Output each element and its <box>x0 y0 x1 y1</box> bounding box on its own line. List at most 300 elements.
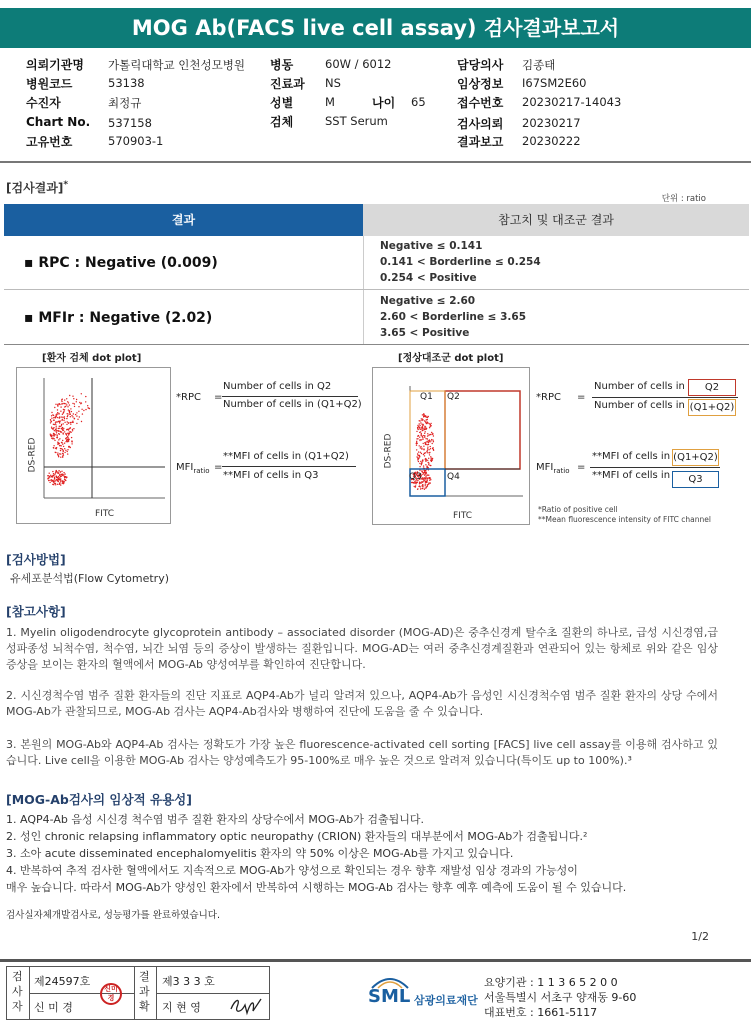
scatter-dot <box>64 452 65 453</box>
scatter-dot <box>422 436 423 437</box>
scatter-dot <box>81 402 82 403</box>
scatter-dot <box>70 413 71 414</box>
scatter-dot <box>425 487 426 488</box>
institution-value: 가톨릭대학교 인천성모병원 <box>108 58 245 72</box>
scatter-dot <box>58 439 59 440</box>
scatter-dot <box>425 438 426 439</box>
scatter-dot <box>69 404 70 405</box>
scatter-dot <box>74 418 75 419</box>
scatter-dot <box>64 431 65 432</box>
scatter-dot <box>63 420 64 421</box>
scatter-dot <box>59 483 60 484</box>
right-mfi-sub: ratio <box>553 467 570 475</box>
tester-seal: 신미경 <box>100 983 122 1005</box>
scatter-dot <box>70 416 71 417</box>
scatter-dot <box>63 423 64 424</box>
specimen-value: SST Serum <box>325 114 388 128</box>
scatter-dot <box>425 429 426 430</box>
scatter-dot <box>78 406 79 407</box>
scatter-dot <box>417 427 418 428</box>
scatter-dot <box>420 486 421 487</box>
scatter-dot <box>65 403 66 404</box>
scatter-dot <box>52 414 53 415</box>
scatter-dot <box>62 417 63 418</box>
scatter-dot <box>62 453 63 454</box>
scatter-dot <box>422 484 423 485</box>
scatter-dot <box>58 479 59 480</box>
scatter-dot <box>422 488 423 489</box>
scatter-dot <box>430 424 431 425</box>
scatter-dot <box>59 422 60 423</box>
scatter-dot <box>76 423 77 424</box>
scatter-dot <box>422 460 423 461</box>
scatter-dot <box>57 454 58 455</box>
right-mfi-numerator: **MFI of cells in <box>592 451 671 462</box>
scatter-dot <box>61 424 62 425</box>
scatter-dot <box>423 465 424 466</box>
clinical-heading: [MOG-Ab검사의 임상적 유용성] <box>6 792 192 807</box>
scatter-dot <box>48 480 49 481</box>
scatter-dot <box>416 442 417 443</box>
scatter-dot <box>65 438 66 439</box>
scatter-dot <box>419 432 420 433</box>
scatter-dot <box>430 426 431 427</box>
scatter-dot <box>416 431 417 432</box>
scatter-dot <box>424 435 425 436</box>
scatter-dot <box>428 475 429 476</box>
scatter-dot <box>422 439 423 440</box>
scatter-dot <box>63 474 64 475</box>
scatter-dot <box>418 429 419 430</box>
scatter-dot <box>419 463 420 464</box>
scatter-dot <box>425 444 426 445</box>
scatter-dot <box>57 417 58 418</box>
scatter-dot <box>72 429 73 430</box>
footnote-mfi: **Mean fluorescence intensity of FITC channel <box>538 515 711 524</box>
scatter-dot <box>63 450 64 451</box>
scatter-dot <box>67 421 68 422</box>
scatter-dot <box>427 478 428 479</box>
scatter-dot <box>433 441 434 442</box>
scatter-dot <box>51 480 52 481</box>
tester-label: 검 사 자 <box>12 970 23 1013</box>
scatter-dot <box>60 457 61 458</box>
scatter-dot <box>59 403 60 404</box>
scatter-dot <box>67 406 68 407</box>
scatter-dot <box>69 395 70 396</box>
scatter-dot <box>71 411 72 412</box>
scatter-dot <box>76 401 77 402</box>
scatter-dot <box>417 438 418 439</box>
scatter-dot <box>425 485 426 486</box>
scatter-dot <box>55 404 56 405</box>
scatter-dot <box>419 445 420 446</box>
reference-column-header: 참고치 및 대조군 결과 <box>363 204 749 236</box>
scatter-dot <box>432 440 433 441</box>
scatter-dot <box>57 452 58 453</box>
scatter-dot <box>427 421 428 422</box>
scatter-dot <box>66 418 67 419</box>
scatter-dot <box>64 418 65 419</box>
scatter-dot <box>420 446 421 447</box>
report-value: 20230222 <box>522 134 581 148</box>
scatter-dot <box>424 453 425 454</box>
scatter-dot <box>432 443 433 444</box>
clinical-item-2: 2. 성인 chronic relapsing inflammatory optic neuropathy (CRION) 환자들의 대부분에서 MOG-Ab가 검출됩니다.² <box>6 830 588 843</box>
scatter-dot <box>54 440 55 441</box>
scatter-dot <box>71 415 72 416</box>
scatter-dot <box>62 432 63 433</box>
scatter-dot <box>51 428 52 429</box>
scatter-dot <box>425 484 426 485</box>
scatter-dot <box>62 440 63 441</box>
scatter-dot <box>420 422 421 423</box>
right-mfi-label-text: MFI <box>536 462 554 473</box>
scatter-dot <box>63 412 64 413</box>
scatter-dot <box>67 401 68 402</box>
scatter-dot <box>60 474 61 475</box>
signature-block <box>6 966 270 1020</box>
scatter-dot <box>417 455 418 456</box>
scatter-dot <box>61 480 62 481</box>
scatter-dot <box>426 451 427 452</box>
scatter-dot <box>64 406 65 407</box>
scatter-dot <box>51 418 52 419</box>
scatter-dot <box>419 428 420 429</box>
scatter-dot <box>70 408 71 409</box>
scatter-dot <box>421 427 422 428</box>
scatter-dot <box>64 448 65 449</box>
scatter-dot <box>59 443 60 444</box>
scatter-dot <box>425 464 426 465</box>
scatter-dot <box>62 457 63 458</box>
scatter-dot <box>429 454 430 455</box>
left-rpc-fraction-bar <box>222 396 358 397</box>
scatter-dot <box>65 433 66 434</box>
q1-label: Q1 <box>420 392 433 402</box>
scatter-dot <box>85 396 86 397</box>
org-code: 요양기관 : 1 1 3 6 5 2 0 0 <box>484 976 618 989</box>
rpc-ref-borderline: 0.141 < Borderline ≤ 0.254 <box>380 256 541 268</box>
rpc-ref-negative: Negative ≤ 0.141 <box>380 240 483 252</box>
title-suffix: 검사결과보고서 <box>483 16 620 40</box>
scatter-dot <box>54 407 55 408</box>
right-mfi-fraction-bar <box>590 467 720 468</box>
right-rpc-numerator: Number of cells in <box>594 381 685 392</box>
confirmer-signature <box>227 995 265 1017</box>
scatter-dot <box>60 445 61 446</box>
scatter-dot <box>419 437 420 438</box>
scatter-dot <box>56 476 57 477</box>
left-mfi-numerator: **MFI of cells in (Q1+Q2) <box>223 451 349 462</box>
receipt-value: 20230217-14043 <box>522 95 622 109</box>
scatter-dot <box>421 418 422 419</box>
scatter-dot <box>56 427 57 428</box>
chart-value: 537158 <box>108 116 152 130</box>
scatter-dot <box>72 396 73 397</box>
scatter-dot <box>428 423 429 424</box>
scatter-dot <box>53 433 54 434</box>
notes-heading: [참고사항] <box>6 604 66 619</box>
scatter-dot <box>64 422 65 423</box>
scatter-dot <box>420 452 421 453</box>
scatter-dot <box>428 458 429 459</box>
scatter-dot <box>87 405 88 406</box>
ward-value: 60W / 6012 <box>325 57 392 71</box>
org-address: 서울특별시 서초구 양재동 9-60 <box>484 991 637 1004</box>
scatter-dot <box>63 409 64 410</box>
scatter-dot <box>421 482 422 483</box>
scatter-dot <box>55 472 56 473</box>
scatter-dot <box>68 446 69 447</box>
scatter-dot <box>424 455 425 456</box>
tester-license: 제24597호 <box>34 975 91 988</box>
page-number: 1/2 <box>691 930 709 943</box>
scatter-dot <box>416 445 417 446</box>
scatter-dot <box>433 435 434 436</box>
scatter-dot <box>53 424 54 425</box>
scatter-dot <box>421 485 422 486</box>
patient-scatter <box>47 393 90 486</box>
sex-value: M <box>325 95 335 109</box>
patient-x-axis-label: FITC <box>95 509 115 519</box>
right-rpc-fraction-bar <box>592 397 738 398</box>
tester-name: 신 미 경 <box>34 1001 73 1014</box>
scatter-dot <box>70 431 71 432</box>
scatter-dot <box>419 466 420 467</box>
scatter-dot <box>422 427 423 428</box>
scatter-dot <box>59 477 60 478</box>
scatter-dot <box>73 428 74 429</box>
report-title <box>0 8 751 48</box>
scatter-dot <box>419 483 420 484</box>
scatter-dot <box>61 399 62 400</box>
scatter-dot <box>424 437 425 438</box>
scatter-dot <box>53 420 54 421</box>
scatter-dot <box>71 440 72 441</box>
left-mfi-fraction-bar <box>222 466 356 467</box>
column-divider <box>363 236 364 344</box>
scatter-dot <box>68 434 69 435</box>
scatter-dot <box>432 458 433 459</box>
ward-label: 병동 <box>270 58 294 72</box>
validation-footnote: 검사실자체개발검사로, 성능평가를 완료하였습니다. <box>6 910 220 921</box>
scatter-dot <box>430 446 431 447</box>
scatter-dot <box>54 478 55 479</box>
scatter-dot <box>431 432 432 433</box>
scatter-dot <box>57 484 58 485</box>
scatter-dot <box>430 423 431 424</box>
scatter-dot <box>427 450 428 451</box>
right-mfi-eq: = <box>577 462 586 473</box>
scatter-dot <box>56 434 57 435</box>
scatter-dot <box>417 436 418 437</box>
scatter-dot <box>416 456 417 457</box>
scatter-dot <box>63 454 64 455</box>
scatter-dot <box>61 471 62 472</box>
scatter-dot <box>424 433 425 434</box>
scatter-dot <box>422 414 423 415</box>
scatter-dot <box>416 449 417 450</box>
scatter-dot <box>61 416 62 417</box>
scatter-dot <box>426 486 427 487</box>
mfir-reference <box>380 293 526 341</box>
right-rpc-q1q2-box: (Q1+Q2) <box>688 399 736 416</box>
scatter-dot <box>421 453 422 454</box>
scatter-dot <box>426 477 427 478</box>
scatter-dot <box>425 452 426 453</box>
scatter-dot <box>423 472 424 473</box>
row-divider <box>4 289 749 290</box>
scatter-dot <box>54 430 55 431</box>
scatter-dot <box>429 480 430 481</box>
scatter-dot <box>424 426 425 427</box>
scatter-dot <box>68 439 69 440</box>
scatter-dot <box>50 419 51 420</box>
scatter-dot <box>429 452 430 453</box>
scatter-dot <box>419 456 420 457</box>
request-label: 검사의뢰 <box>457 117 504 131</box>
scatter-dot <box>415 485 416 486</box>
right-rpc-q2-box: Q2 <box>688 379 736 396</box>
scatter-dot <box>51 436 52 437</box>
scatter-dot <box>60 411 61 412</box>
scatter-dot <box>62 482 63 483</box>
patient-y-axis-label: DS-RED <box>27 437 38 473</box>
scatter-dot <box>65 441 66 442</box>
right-rpc-denominator: Number of cells in <box>594 400 685 411</box>
institution-label: 의뢰기관명 <box>26 58 84 72</box>
scatter-dot <box>63 446 64 447</box>
scatter-dot <box>419 420 420 421</box>
scatter-dot <box>57 404 58 405</box>
scatter-dot <box>427 435 428 436</box>
scatter-dot <box>419 425 420 426</box>
scatter-dot <box>61 401 62 402</box>
scatter-dot <box>53 473 54 474</box>
scatter-dot <box>55 429 56 430</box>
scatter-dot <box>67 413 68 414</box>
scatter-dot <box>427 467 428 468</box>
scatter-dot <box>420 461 421 462</box>
scatter-dot <box>417 459 418 460</box>
scatter-dot <box>419 440 420 441</box>
mfir-ref-positive: 3.65 < Positive <box>380 327 470 339</box>
scatter-dot <box>59 445 60 446</box>
scatter-dot <box>427 444 428 445</box>
scatter-dot <box>427 484 428 485</box>
scatter-dot <box>425 481 426 482</box>
scatter-dot <box>423 478 424 479</box>
scatter-dot <box>85 409 86 410</box>
scatter-dot <box>72 416 73 417</box>
q3-label: Q3 <box>409 472 422 482</box>
scatter-dot <box>49 480 50 481</box>
scatter-dot <box>423 479 424 480</box>
left-rpc-denominator: Number of cells in (Q1+Q2) <box>223 399 362 410</box>
scatter-dot <box>61 403 62 404</box>
scatter-dot <box>57 437 58 438</box>
scatter-dot <box>53 481 54 482</box>
scatter-dot <box>54 479 55 480</box>
scatter-dot <box>432 433 433 434</box>
method-heading: [검사방법] <box>6 552 66 567</box>
scatter-dot <box>71 437 72 438</box>
scatter-dot <box>423 443 424 444</box>
scatter-dot <box>64 479 65 480</box>
scatter-dot <box>428 482 429 483</box>
request-value: 20230217 <box>522 116 581 130</box>
scatter-dot <box>428 435 429 436</box>
scatter-dot <box>60 480 61 481</box>
confirmer-name: 지 현 영 <box>162 1001 201 1014</box>
scatter-dot <box>431 459 432 460</box>
scatter-dot <box>421 434 422 435</box>
scatter-dot <box>427 448 428 449</box>
clinical-item-3: 3. 소아 acute disseminated encephalomyelitis 환자의 약 50% 이상은 MOG-Ab를 가지고 있습니다. <box>6 847 514 860</box>
scatter-dot <box>66 477 67 478</box>
scatter-dot <box>52 438 53 439</box>
scatter-dot <box>50 422 51 423</box>
note-paragraph-3: 3. 본원의 MOG-Ab와 AQP4-Ab 검사는 정확도가 가장 높은 fluorescence-activated cell sorting [FACS] live cell assay를 이용해 검사하고 있습니다. Live cell을 이용한 MOG-Ab 검사는 양성예측도가 95-100%로 매우 높은 것으로 알려져 있습니다(특이도 up to 100%).³ <box>6 738 718 767</box>
scatter-dot <box>427 438 428 439</box>
scatter-dot <box>74 406 75 407</box>
scatter-dot <box>425 421 426 422</box>
scatter-dot <box>59 426 60 427</box>
scatter-dot <box>58 470 59 471</box>
scatter-dot <box>64 473 65 474</box>
left-mfi-denominator: **MFI of cells in Q3 <box>223 470 319 481</box>
scatter-dot <box>56 448 57 449</box>
org-name: 삼광의료재단 <box>414 994 478 1007</box>
scatter-dot <box>67 451 68 452</box>
scatter-dot <box>54 483 55 484</box>
scatter-dot <box>428 463 429 464</box>
scatter-dot <box>72 422 73 423</box>
scatter-dot <box>417 453 418 454</box>
rpc-reference <box>380 238 541 286</box>
scatter-dot <box>49 473 50 474</box>
scatter-dot <box>427 452 428 453</box>
left-mfi-sub: ratio <box>193 467 210 475</box>
left-mfi-eq: = <box>214 462 223 473</box>
scatter-dot <box>426 416 427 417</box>
scatter-dot <box>427 460 428 461</box>
dept-value: NS <box>325 76 341 90</box>
scatter-dot <box>52 475 53 476</box>
scatter-dot <box>57 430 58 431</box>
dept-label: 진료과 <box>270 77 305 91</box>
scatter-dot <box>81 393 82 394</box>
patient-scatter-graphic <box>17 368 172 525</box>
scatter-dot <box>55 434 56 435</box>
scatter-dot <box>76 412 77 413</box>
scatter-dot <box>58 456 59 457</box>
scatter-dot <box>427 447 428 448</box>
scatter-dot <box>55 484 56 485</box>
scatter-dot <box>430 448 431 449</box>
mfir-ref-borderline: 2.60 < Borderline ≤ 3.65 <box>380 311 527 323</box>
doctor-label: 담당의사 <box>457 58 504 72</box>
scatter-dot <box>61 442 62 443</box>
unit-label: 단위 : ratio <box>661 194 706 204</box>
scatter-dot <box>66 429 67 430</box>
scatter-dot <box>67 449 68 450</box>
scatter-dot <box>78 411 79 412</box>
rpc-ref-positive: 0.254 < Positive <box>380 272 477 284</box>
right-mfi-label <box>536 462 569 475</box>
scatter-dot <box>428 444 429 445</box>
